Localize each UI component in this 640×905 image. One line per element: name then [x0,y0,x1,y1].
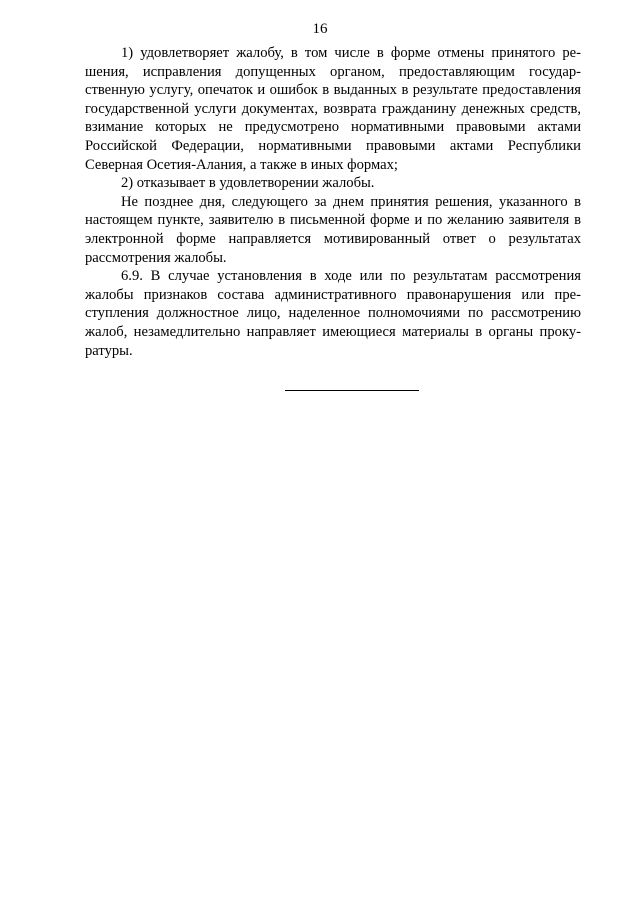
end-divider-line [285,390,419,391]
paragraph-refuse-complaint: 2) отказывает в удовлетворении жалобы. [121,175,375,192]
page-number: 16 [312,21,328,37]
document-body [85,44,581,360]
paragraph-satisfy-complaint: 1) удовлетворяет жалобу, в том числе в форме отмены принятого решения, исправления допущенных органом, предоставляющим государственную услугу, опечаток и ошибок в выданных в результате предоставления государственной услуги документах, возврата гражданину денежных средств, взимание которых не предусмотрено нормативными правовыми актами Российской Федерации, нормативными правовыми актами Республики Северная Осетия-Алания, а также в иных формах; [85,45,581,173]
paragraph-section-6-9: 6.9. В случае установления в ходе или по результатам рассмотрения жалобы признаков состава административного правонарушения или преступления должностное лицо, наделенное полномочиями по рассмотрению жалоб, незамедлительно направляет имеющиеся материалы в органы прокуратуры. [85,268,581,359]
paragraph-response-notice: Не позднее дня, следующего за днем принятия решения, указанного в настоящем пункте, заявителю в письменной форме и по желанию заявителя в электронной форме направляется мотивированный ответ о результатах рассмотрения жалобы. [85,193,581,266]
